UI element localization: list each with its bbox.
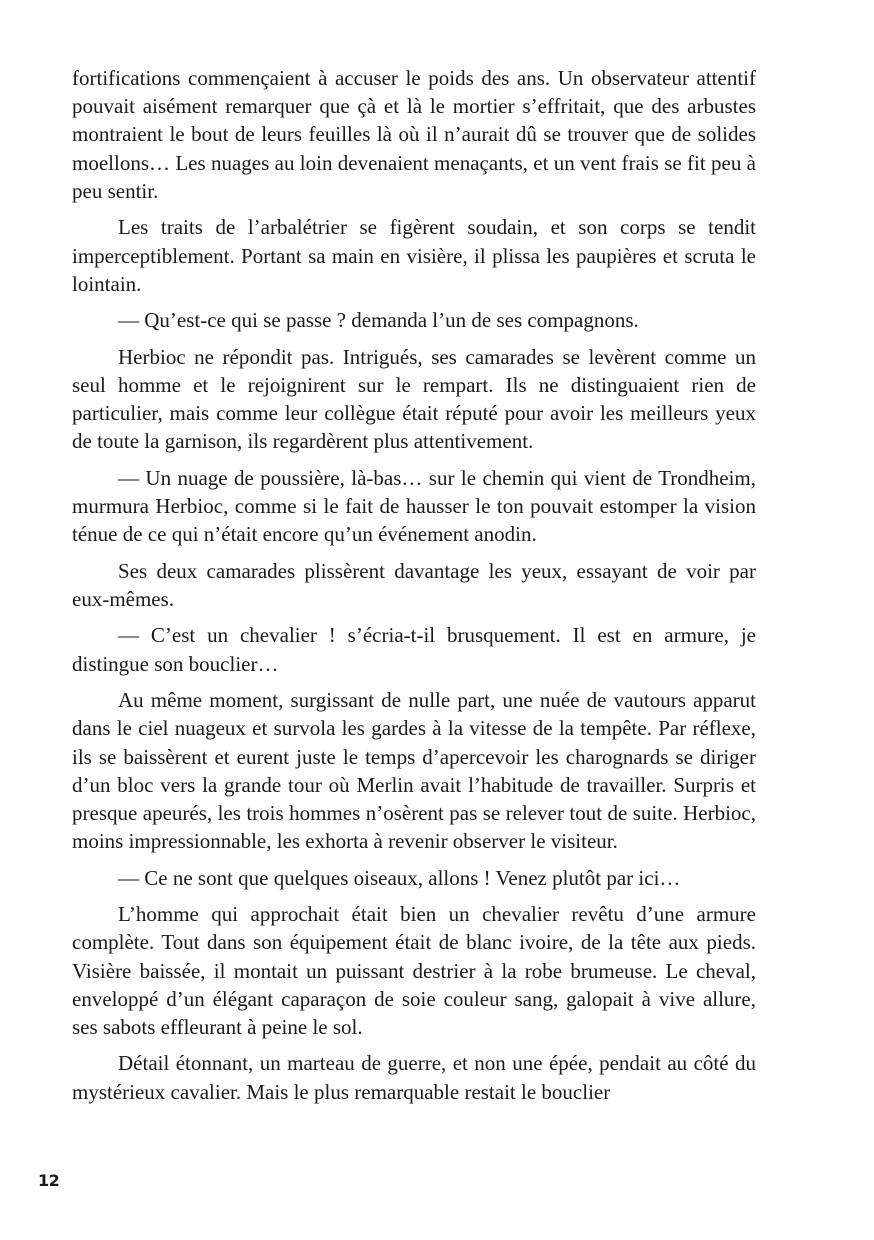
paragraph-10: L’homme qui approchait était bien un chevalier revêtu d’une armure complète. Tout dans son équipement était de blanc ivoire, de la tête aux pieds. Visière baissée, il montait un puissant destrier à la robe brumeuse. Le cheval, enveloppé d’un élégant caparaçon de soie couleur sang, galopait à vive allure, ses sabots effleurant à peine le sol. [72,902,756,1039]
paragraph-7-dialogue: — C’est un chevalier ! s’écria-t-il brusquement. Il est en armure, je distingue son bouclier… [72,623,756,676]
page-number: 12 [38,1171,60,1190]
paragraph-2: Les traits de l’arbalétrier se figèrent soudain, et son corps se tendit imperceptiblement. Portant sa main en visière, il plissa les paupières et scruta le lointain. [72,215,756,296]
paragraph-6: Ses deux camarades plissèrent davantage les yeux, essayant de voir par eux-mêmes. [72,558,756,611]
paragraph-11: Détail étonnant, un marteau de guerre, et non une épée, pendait au côté du mystérieux cavalier. Mais le plus remarquable restait le bouclier [72,1051,756,1104]
paragraph-8: Au même moment, surgissant de nulle part, une nuée de vautours apparut dans le ciel nuageux et survola les gardes à la vitesse de la tempête. Par réflexe, ils se baissèrent et eurent juste le temps d’apercevoir les charognards se diriger d’un bloc vers la grande tour où Merlin avait l’habitude de travailler. Surpris et presque apeurés, les trois hommes n’osèrent pas se relever tout de suite. Herbioc, moins impressionnable, les exhorta à revenir observer le visiteur. [72,688,756,854]
page-body [72,64,756,1114]
paragraph-9-dialogue: — Ce ne sont que quelques oiseaux, allons ! Venez plutôt par ici… [118,865,681,890]
paragraph-1: fortifications commençaient à accuser le poids des ans. Un observateur attentif pouvait aisément remarquer que çà et là le mortier s’effritait, que des arbustes montraient le bout de leurs feuilles là où il n’aurait dû se trouver que de solides moellons… Les nuages au loin devenaient menaçants, et un vent frais se fit peu à peu sentir. [72,66,756,203]
paragraph-3-dialogue: — Qu’est-ce qui se passe ? demanda l’un de ses compagnons. [118,308,639,333]
paragraph-5-dialogue: — Un nuage de poussière, là-bas… sur le chemin qui vient de Trondheim, murmura Herbioc, comme si le fait de hausser le ton pouvait estomper la vision ténue de ce qui n’était encore qu’un événement anodin. [72,465,756,547]
paragraph-4: Herbioc ne répondit pas. Intrigués, ses camarades se levèrent comme un seul homme et le rejoignirent sur le rempart. Ils ne distinguaient rien de particulier, mais comme leur collègue était réputé pour avoir les meilleurs yeux de toute la garnison, ils regardèrent plus attentivement. [72,344,756,454]
